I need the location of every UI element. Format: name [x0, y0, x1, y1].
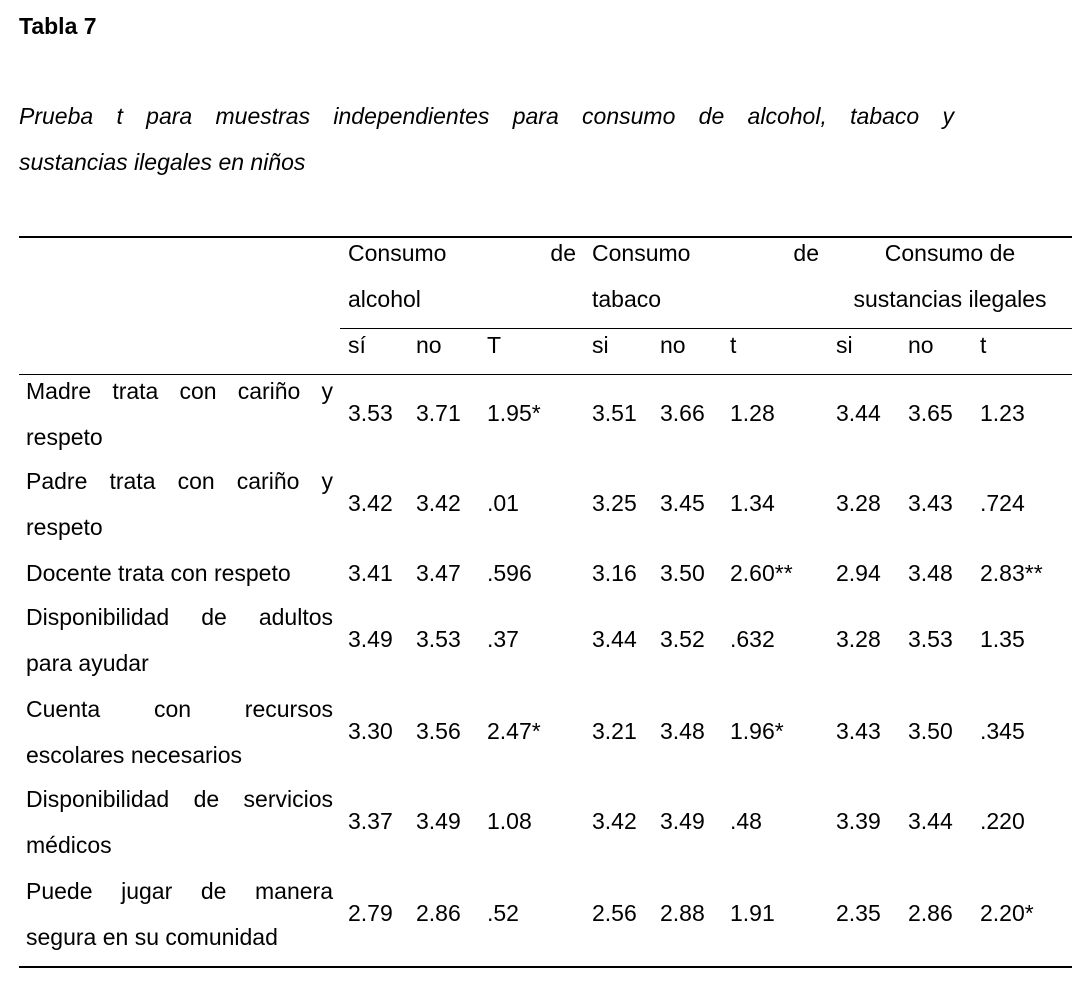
row-label: [26, 868, 333, 960]
subheader-cell: si: [592, 332, 609, 358]
subheader-cell: no: [416, 332, 442, 358]
row-label-line: para ayudar: [26, 650, 149, 676]
table-cell: .220: [980, 808, 1025, 834]
row-label-line: respeto: [26, 424, 103, 450]
table-cell: 3.52: [660, 626, 705, 652]
group-header-line: [348, 230, 576, 276]
table-cell: 2.79: [348, 900, 393, 926]
table-cell: 1.23: [980, 400, 1025, 426]
group-header-word: de: [550, 240, 576, 266]
table-cell: 2.35: [836, 900, 881, 926]
table-cell: 3.45: [660, 490, 705, 516]
group-header-alcohol: [348, 230, 576, 322]
table-cell: 3.42: [416, 490, 461, 516]
table-cell: 3.42: [592, 808, 637, 834]
table-cell: 3.51: [592, 400, 637, 426]
table-cell: 3.50: [908, 718, 953, 744]
table-cell: 3.41: [348, 560, 393, 586]
table-cell: .632: [730, 626, 775, 652]
group-header-line: [592, 230, 819, 276]
group-header-word: Consumo: [592, 240, 691, 266]
table-cell: 1.28: [730, 400, 775, 426]
table-cell: 2.47*: [487, 718, 541, 744]
table-cell: 3.30: [348, 718, 393, 744]
table-cell: 3.44: [908, 808, 953, 834]
table-cell: 1.95*: [487, 400, 541, 426]
table-cell: .01: [487, 490, 519, 516]
subheader-cell: si: [836, 332, 853, 358]
table-cell: .596: [487, 560, 532, 586]
table-cell: 2.88: [660, 900, 705, 926]
table-cell: 3.48: [660, 718, 705, 744]
row-label: [26, 594, 333, 686]
row-label-line: Disponibilidad de servicios: [26, 786, 333, 812]
subheader-cell: sí: [348, 332, 366, 358]
group-header-line: tabaco: [592, 286, 662, 312]
row-label-line: Cuenta con recursos: [26, 696, 333, 722]
table-cell: 1.08: [487, 808, 532, 834]
table-cell: 3.65: [908, 400, 953, 426]
group-header-rule: [340, 328, 1072, 329]
table-cell: 3.44: [836, 400, 881, 426]
table-cell: 3.44: [592, 626, 637, 652]
group-header-word: de: [793, 240, 819, 266]
table-cell: 3.43: [836, 718, 881, 744]
table-cell: 3.49: [416, 808, 461, 834]
table-cell: 3.21: [592, 718, 637, 744]
table-cell: .48: [730, 808, 762, 834]
table-cell: 3.49: [660, 808, 705, 834]
row-label: [26, 776, 333, 868]
table-cell: .52: [487, 900, 519, 926]
subheader-cell: T: [487, 332, 502, 358]
table-cell: 3.43: [908, 490, 953, 516]
table-cell: 3.39: [836, 808, 881, 834]
row-label-line: Puede jugar de manera: [26, 878, 333, 904]
table-cell: .724: [980, 490, 1025, 516]
table-cell: 3.53: [908, 626, 953, 652]
table-cell: 3.50: [660, 560, 705, 586]
table-cell: 1.91: [730, 900, 775, 926]
caption-line: sustancias ilegales en niños: [19, 149, 306, 175]
row-label: [26, 550, 333, 596]
table-cell: 1.35: [980, 626, 1025, 652]
row-label: [26, 458, 333, 550]
row-label-line: escolares necesarios: [26, 742, 243, 768]
table-cell: 2.60**: [730, 560, 793, 586]
row-label: [26, 368, 333, 460]
row-label-line: Disponibilidad de adultos: [26, 604, 333, 630]
table-bottom-rule: [19, 966, 1072, 968]
table-cell: 3.53: [416, 626, 461, 652]
table-cell: 3.53: [348, 400, 393, 426]
row-label-line: segura en su comunidad: [26, 924, 278, 950]
row-label-line: Madre trata con cariño y: [26, 378, 333, 404]
row-label-line: Docente trata con respeto: [26, 560, 291, 586]
table-caption: [19, 93, 954, 185]
table-cell: .37: [487, 626, 519, 652]
table-cell: 2.56: [592, 900, 637, 926]
table-cell: 3.16: [592, 560, 637, 586]
row-label: [26, 686, 333, 778]
row-label-line: médicos: [26, 832, 112, 858]
table-cell: 2.20*: [980, 900, 1034, 926]
table-cell: .345: [980, 718, 1025, 744]
table-cell: 1.96*: [730, 718, 784, 744]
group-header-line: Consumo de: [884, 240, 1016, 266]
group-header-tabaco: [592, 230, 819, 322]
table-cell: 2.94: [836, 560, 881, 586]
group-header-word: Consumo: [348, 240, 447, 266]
table-cell: 2.86: [908, 900, 953, 926]
table-cell: 3.49: [348, 626, 393, 652]
table-cell: 3.71: [416, 400, 461, 426]
table-cell: 1.34: [730, 490, 775, 516]
subheader-cell: t: [730, 332, 737, 358]
table-cell: 3.42: [348, 490, 393, 516]
subheader-cell: no: [908, 332, 934, 358]
row-label-line: respeto: [26, 514, 103, 540]
row-label-line: Padre trata con cariño y: [26, 468, 333, 494]
table-label: Tabla 7: [19, 13, 97, 39]
table-cell: 3.37: [348, 808, 393, 834]
table-cell: 3.48: [908, 560, 953, 586]
table-cell: 3.28: [836, 626, 881, 652]
table-cell: 3.56: [416, 718, 461, 744]
group-header-sustancias: [836, 230, 1064, 322]
group-header-line: sustancias ilegales: [853, 286, 1047, 312]
subheader-cell: t: [980, 332, 987, 358]
table-cell: 3.66: [660, 400, 705, 426]
table-cell: 2.86: [416, 900, 461, 926]
table-cell: 2.83**: [980, 560, 1043, 586]
table-cell: 3.28: [836, 490, 881, 516]
group-header-line: alcohol: [348, 286, 421, 312]
table-cell: 3.47: [416, 560, 461, 586]
caption-line: Prueba t para muestras independientes para consumo de alcohol, tabaco y: [19, 103, 954, 129]
subheader-cell: no: [660, 332, 686, 358]
table-cell: 3.25: [592, 490, 637, 516]
